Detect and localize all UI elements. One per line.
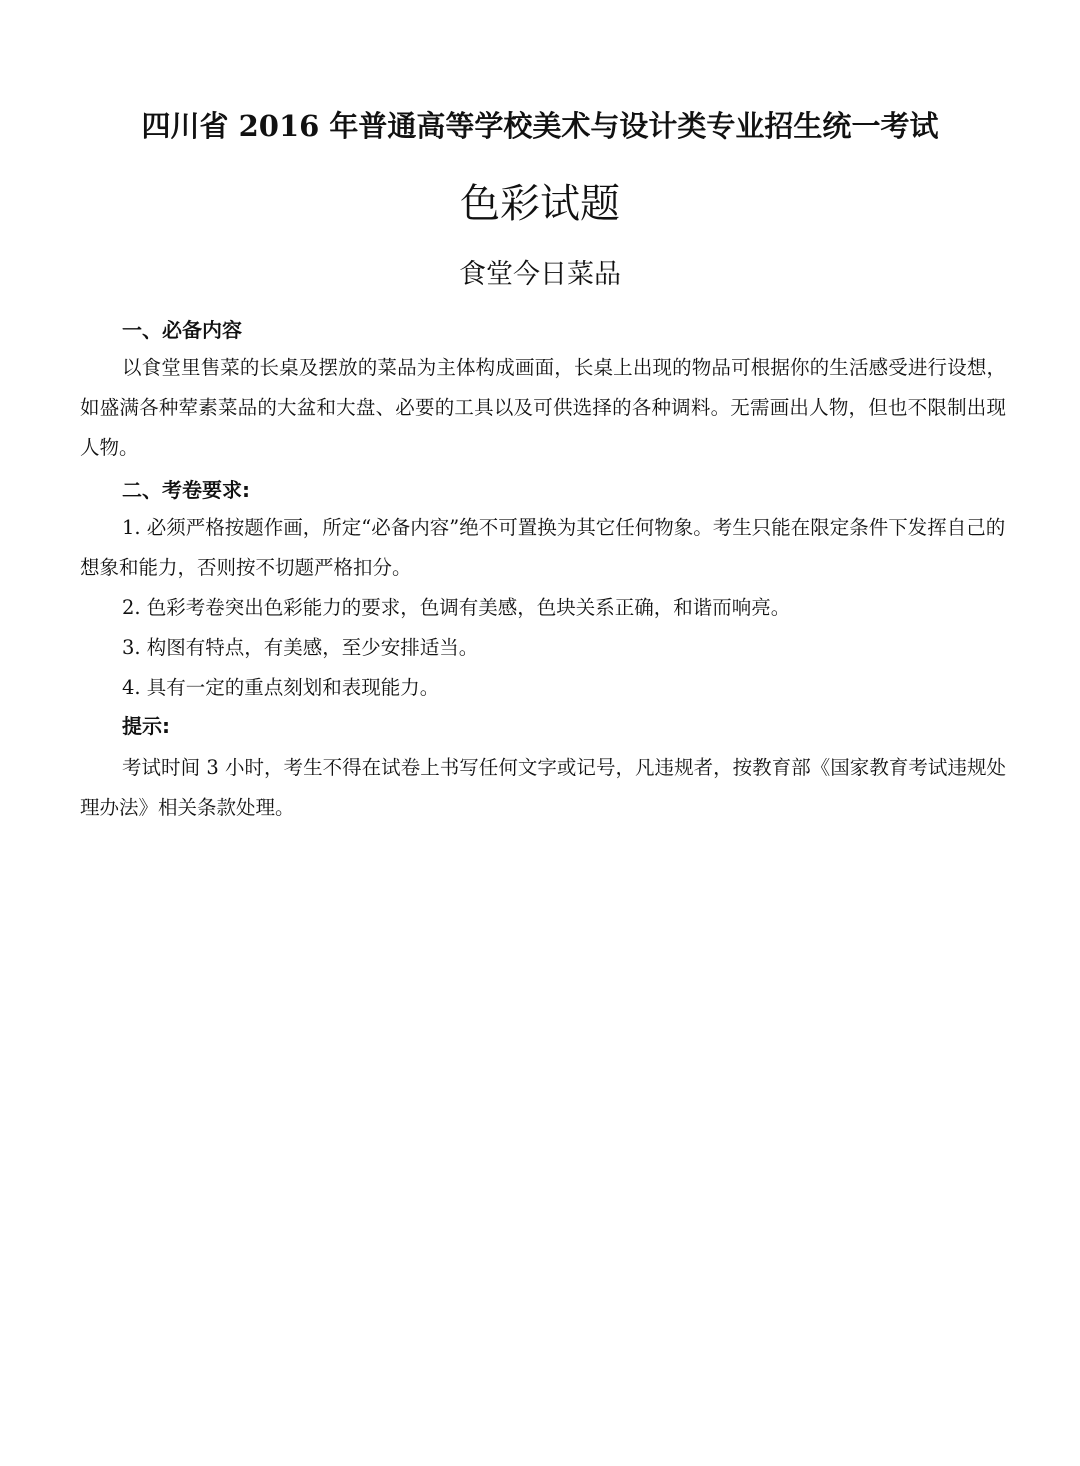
requirement-item-4: 4. 具有一定的重点刻划和表现能力。 [122, 676, 440, 699]
section-heading-notice: 提示: [122, 714, 170, 738]
requirement-item-1: 1. 必须严格按题作画，所定“必备内容”绝不可置换为其它任何物象。考生只能在限定条件下发挥自己的想象和能力，否则按不切题严格扣分。 [80, 516, 1006, 579]
section-heading-paper-requirements: 二、考卷要求: [122, 478, 250, 502]
topic-title: 食堂今日菜品 [459, 259, 621, 290]
section-heading-required-content: 一、必备内容 [122, 318, 242, 342]
section-body-required-content: 以食堂里售菜的长桌及摆放的菜品为主体构成画面，长桌上出现的物品可根据你的生活感受进行设想，如盛满各种荤素菜品的大盆和大盘、必要的工具以及可供选择的各种调料。无需画出人物，但也不限制出现人物。 [80, 356, 1006, 459]
section-body-notice: 考试时间 3 小时，考生不得在试卷上书写任何文字或记号，凡违规者，按教育部《国家教育考试违规处理办法》相关条款处理。 [80, 756, 1006, 819]
exam-title: 四川省 2016 年普通高等学校美术与设计类专业招生统一考试 [141, 109, 939, 143]
requirement-item-3: 3. 构图有特点，有美感，至少安排适当。 [122, 636, 479, 659]
subject-title: 色彩试题 [460, 181, 620, 227]
requirement-item-2: 2. 色彩考卷突出色彩能力的要求，色调有美感，色块关系正确，和谐而响亮。 [122, 596, 791, 619]
